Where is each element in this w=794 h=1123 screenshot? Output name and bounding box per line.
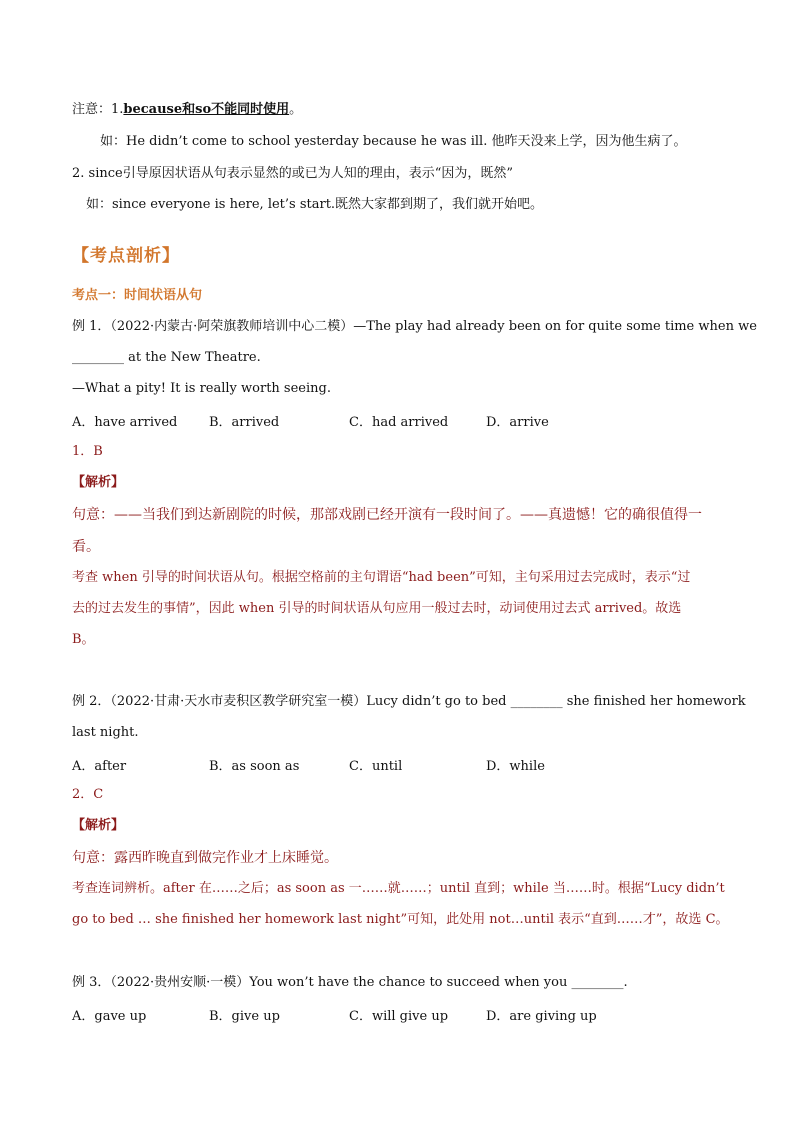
q1-explanation-line-2: 去的过去发生的事情”，因此 when 引导的时间状语从句应用一般过去时，动词使用过去式 arrived。故选: [72, 601, 682, 616]
q2-option-c: C．until: [349, 759, 403, 774]
q2-explanation-line-2: go to bed … she finished her homework last night”可知，此处用 not…until 表示“直到……才”，故选 C。: [72, 912, 729, 927]
q1-stem-line-3: —What a pity! It is really worth seeing.: [72, 381, 331, 396]
q2-option-b: B．as soon as: [209, 759, 300, 774]
q3-option-a: A．gave up: [72, 1009, 147, 1024]
q1-meaning-line-1: 句意：——当我们到达新剧院的时候，那部戏剧已经开演有一段时间了。——真遗憾！它的确很值得一: [72, 507, 702, 523]
q1-option-b: B．arrived: [209, 415, 280, 430]
q1-option-c: C．had arrived: [349, 415, 449, 430]
q3-options: [72, 1005, 772, 1023]
q2-stem-line-1: 例 2．（2022·甘肃·天水市麦积区教学研究室一模）Lucy didn’t go to bed ________ she finished her homework: [72, 694, 746, 709]
note-point-1: because和so不能同时使用: [123, 102, 290, 117]
q3-option-d: D．are giving up: [486, 1009, 597, 1024]
note-example-1: 如：He didn’t come to school yesterday because he was ill. 他昨天没来上学，因为他生病了。: [100, 134, 687, 149]
q3-option-c: C．will give up: [349, 1009, 449, 1024]
q1-options: [72, 411, 772, 429]
q2-explanation-line-1: 考查连词辨析。after 在……之后；as soon as 一……就……；until 直到；while 当……时。根据“Lucy didn’t: [72, 881, 725, 896]
q1-answer: 1．B: [72, 444, 103, 459]
note-line-1: [72, 101, 302, 119]
note-point-1-end: 。: [289, 102, 303, 117]
q3-option-b: B．give up: [209, 1009, 280, 1024]
q1-option-d: D．arrive: [486, 415, 549, 430]
q2-stem-line-2: last night.: [72, 725, 139, 740]
q1-explanation-line-1: 考查 when 引导的时间状语从句。根据空格前的主句谓语“had been”可知，主句采用过去完成时，表示“过: [72, 570, 691, 585]
q1-explanation-line-3: B。: [72, 632, 95, 647]
note-label: 注意：1.: [72, 102, 124, 117]
section-title: 【考点剖析】: [72, 246, 180, 266]
q3-stem-line-1: 例 3．（2022·贵州安顺·一模）You won’t have the chance to succeed when you ________.: [72, 975, 628, 990]
q2-option-a: A．after: [72, 759, 127, 774]
q2-analysis-label: 【解析】: [72, 818, 125, 833]
note-example-2: 如：since everyone is here, let’s start.既然大家都到期了，我们就开始吧。: [86, 197, 544, 212]
q1-meaning-line-2: 看。: [72, 539, 100, 555]
q1-option-a: A．have arrived: [72, 415, 178, 430]
q1-analysis-label: 【解析】: [72, 475, 125, 490]
q1-stem-line-1: 例 1．（2022·内蒙古·阿荣旗教师培训中心二模）—The play had already been on for quite some time when we: [72, 319, 757, 334]
note-point-2: 2. since引导原因状语从句表示显然的或已为人知的理由，表示“因为，既然”: [72, 166, 514, 181]
q2-answer: 2．C: [72, 787, 104, 802]
kaodian-heading: 考点一：时间状语从句: [72, 288, 203, 303]
q1-stem-line-2: ________ at the New Theatre.: [72, 350, 261, 365]
q2-options: [72, 755, 772, 773]
q2-meaning: 句意：露西昨晚直到做完作业才上床睡觉。: [72, 850, 338, 866]
q2-option-d: D．while: [486, 759, 545, 774]
